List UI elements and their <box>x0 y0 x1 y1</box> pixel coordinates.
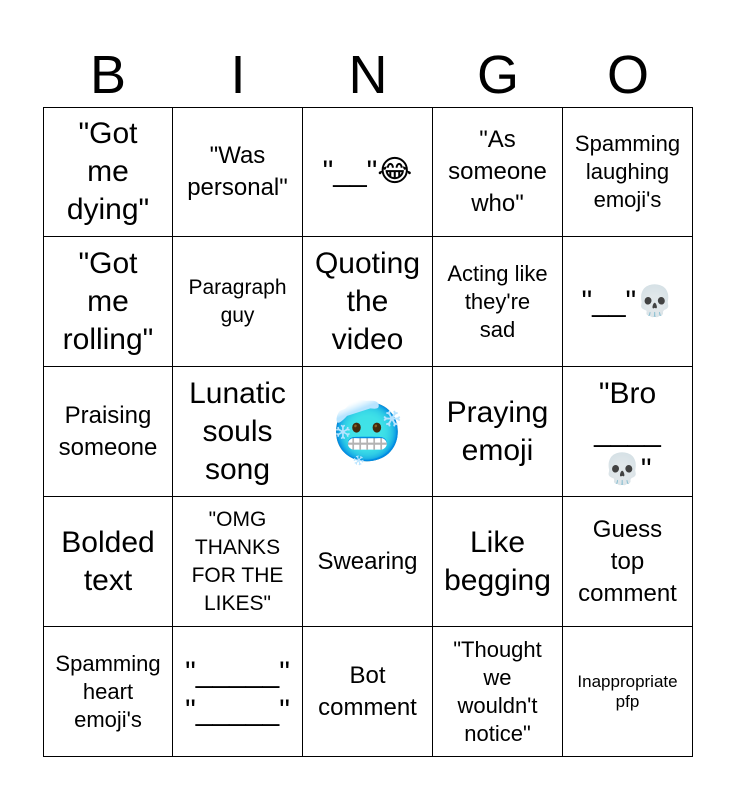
cell-text: "_____" "_____" <box>185 655 290 727</box>
cell-text: Paragraph guy <box>188 275 287 327</box>
cell-text: Like begging <box>444 525 551 597</box>
bingo-cell-r4-c1[interactable] <box>173 627 303 757</box>
bingo-cell-r3-c0[interactable] <box>43 497 173 627</box>
cell-text: Praising someone <box>58 401 158 461</box>
cell-text: Inappropriate pfp <box>577 671 678 711</box>
header-letter-i: I <box>230 45 246 105</box>
cell-text: Quoting the video <box>314 246 421 356</box>
bingo-cell-r3-c2[interactable] <box>303 497 433 627</box>
cell-text: "OMG THANKS FOR THE LIKES" <box>191 507 284 615</box>
cell-text: Swearing <box>317 547 418 575</box>
bingo-cell-r2-c2[interactable] <box>303 367 433 497</box>
cold-face-emoji-icon: 🥶 <box>331 397 404 466</box>
bingo-cell-r0-c1[interactable] <box>173 107 303 237</box>
bingo-cell-r2-c3[interactable] <box>433 367 563 497</box>
cell-text: Spamming heart emoji's <box>55 650 161 732</box>
cell-text: Praying emoji <box>446 395 549 467</box>
bingo-cell-r2-c0[interactable] <box>43 367 173 497</box>
bingo-cell-r2-c4[interactable] <box>563 367 693 497</box>
cell-text: "__"😂 <box>322 155 413 188</box>
bingo-cell-r0-c3[interactable] <box>433 107 563 237</box>
cell-text: "Thought we wouldn't notice" <box>453 636 542 746</box>
cell-text: Lunatic souls song <box>189 376 286 486</box>
cell-text: "Got me rolling" <box>62 246 154 356</box>
header-letter-n: N <box>348 45 388 105</box>
bingo-cell-r4-c0[interactable] <box>43 627 173 757</box>
bingo-cell-r0-c2[interactable] <box>303 107 433 237</box>
bingo-cell-r1-c1[interactable] <box>173 237 303 367</box>
bingo-cell-r3-c4[interactable] <box>563 497 693 627</box>
bingo-cell-r3-c3[interactable] <box>433 497 563 627</box>
cell-text: "As someone who" <box>448 126 547 217</box>
cell-text: Bot comment <box>318 661 417 721</box>
header-letter-g: G <box>476 45 519 105</box>
cell-text: Guess top comment <box>578 515 677 607</box>
header-letter-o: O <box>606 45 649 105</box>
bingo-cell-r4-c4[interactable] <box>563 627 693 757</box>
cell-text: "Got me dying" <box>66 117 150 226</box>
cell-text: Bolded text <box>61 525 155 597</box>
bingo-cell-r0-c0[interactable] <box>43 107 173 237</box>
bingo-cell-r1-c0[interactable] <box>43 237 173 367</box>
cell-text: Spamming laughing emoji's <box>574 131 681 212</box>
bingo-cell-r3-c1[interactable] <box>173 497 303 627</box>
bingo-cell-r0-c4[interactable] <box>563 107 693 237</box>
cell-text: "Was personal" <box>187 142 288 201</box>
bingo-cell-r1-c2[interactable] <box>303 237 433 367</box>
bingo-header <box>43 44 693 106</box>
cell-text: "__"💀 <box>581 284 674 318</box>
bingo-cell-r4-c3[interactable] <box>433 627 563 757</box>
bingo-cell-r1-c3[interactable] <box>433 237 563 367</box>
cell-text: Acting like they're sad <box>447 260 548 342</box>
cell-text: "Bro ____ 💀" <box>594 376 661 486</box>
bingo-cell-r1-c4[interactable] <box>563 237 693 367</box>
bingo-grid <box>43 107 693 757</box>
header-letter-b: B <box>89 45 127 105</box>
bingo-cell-r4-c2[interactable] <box>303 627 433 757</box>
bingo-cell-r2-c1[interactable] <box>173 367 303 497</box>
